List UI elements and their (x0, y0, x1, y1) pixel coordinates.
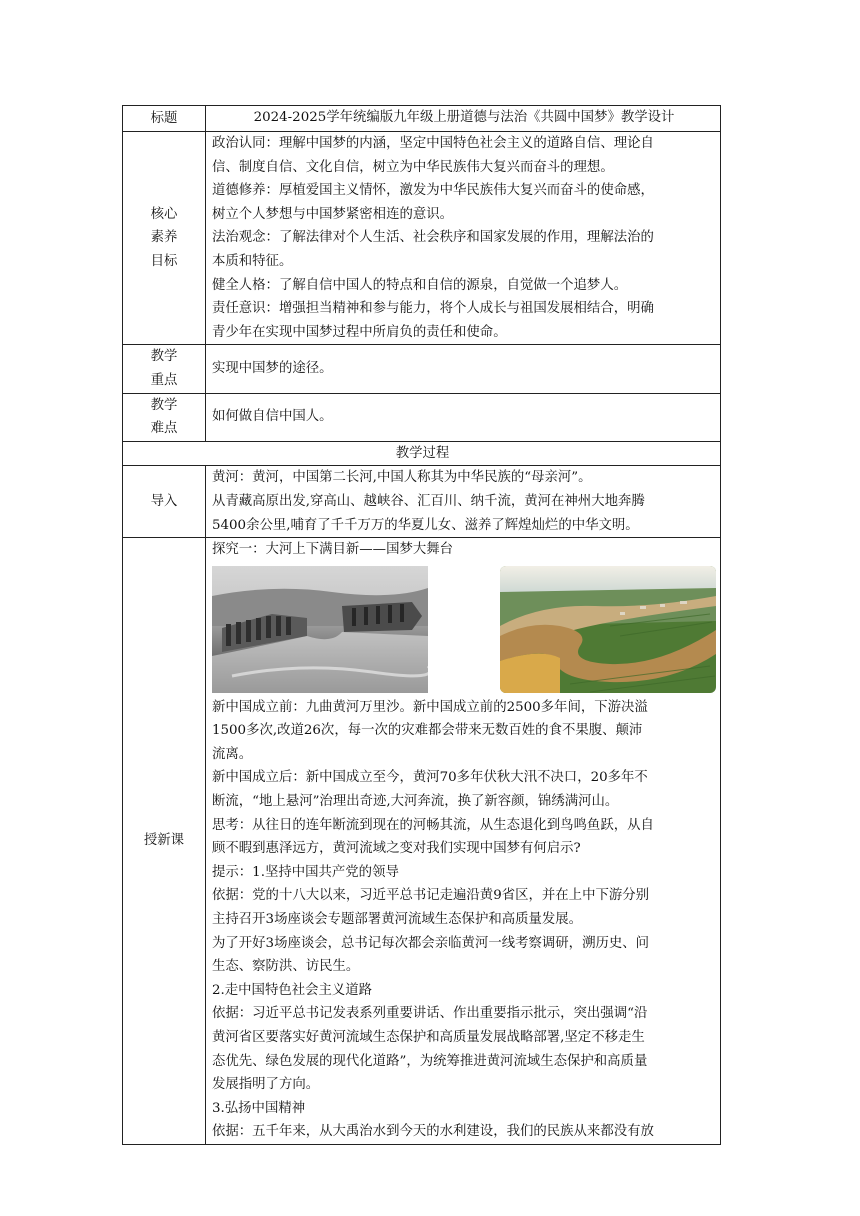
lesson-line: 发展指明了方向。 (212, 1077, 320, 1093)
core-goals-row (123, 132, 721, 345)
process-header-row (123, 441, 721, 466)
core-line: 树立个人梦想与中国梦紧密相连的意识。 (212, 206, 454, 222)
lesson-line: 依据：五千年来，从大禹治水到今天的水利建设，我们的民族从来都没有放 (212, 1124, 654, 1140)
difficulty-label-line: 教学 (150, 397, 178, 413)
lesson-line: 依据：党的十八大以来，习近平总书记走遍沿黄9省区，并在上中下游分别 (212, 888, 650, 904)
title-row (123, 106, 721, 132)
lesson-line: 顾不暇到惠泽远方，黄河流域之变对我们实现中国梦有何启示? (212, 841, 581, 857)
intro-label: 导入 (123, 466, 206, 538)
key-point-label (123, 345, 206, 393)
difficulty-value: 如何做自信中国人。 (206, 393, 721, 441)
difficulty-row (123, 393, 721, 441)
lesson-line: 黄河省区要落实好黄河流域生态保护和高质量发展战略部署,坚定不移走生 (212, 1030, 645, 1045)
dam-photo (212, 566, 428, 693)
lesson-line: 2.走中国特色社会主义道路 (212, 982, 373, 998)
intro-line: 从青藏高原出发,穿高山、越峡谷、汇百川、纳千流，黄河在神州大地奔腾 (212, 493, 645, 509)
key-point-value: 实现中国梦的途径。 (206, 345, 721, 393)
lesson-line: 生态、察防洪、访民生。 (212, 959, 360, 975)
core-goals-label (123, 132, 206, 345)
key-label-line: 重点 (150, 372, 178, 388)
intro-line: 黄河：黄河，中国第二长河,中国人称其为中华民族的“母亲河”。 (212, 470, 592, 486)
core-line: 道德修养：厚植爱国主义情怀，激发为中华民族伟大复兴而奋斗的使命感， (212, 183, 654, 199)
intro-line: 5400余公里,哺育了千千万万的华夏儿女、滋养了辉煌灿烂的中华文明。 (212, 517, 639, 533)
lesson-line: 思考：从往日的连年断流到现在的河畅其流，从生态退化到鸟鸣鱼跃，从自 (212, 817, 654, 833)
core-label-line: 目标 (150, 253, 178, 269)
core-line: 政治认同：理解中国梦的内涵，坚定中国特色社会主义的道路自信、理论自 (212, 136, 654, 151)
core-line: 信、制度自信、文化自信，树立为中华民族伟大复兴而奋斗的理想。 (212, 159, 614, 175)
core-label-line: 核心 (150, 206, 178, 222)
core-goals-content (206, 132, 721, 345)
core-line: 法治观念：了解法律对个人生活、社会秩序和国家发展的作用，理解法治的 (212, 230, 654, 246)
new-lesson-label: 授新课 (123, 538, 206, 1145)
lesson-line: 1500多次,改道26次，每一次的灾难都会带来无数百姓的食不果腹、颠沛 (212, 723, 643, 739)
title-value: 2024-2025学年统编版九年级上册道德与法治《共圆中国梦》教学设计 (206, 106, 721, 132)
intro-content (206, 466, 721, 538)
lesson-line: 新中国成立前：九曲黄河万里沙。新中国成立前的2500多年间，下游决溢 (212, 699, 648, 715)
lesson-line: 断流，“地上悬河”治理出奇迹,大河奔流，换了新容颜，锦绣满河山。 (212, 794, 619, 810)
new-lesson-content (206, 538, 721, 1145)
difficulty-label (123, 393, 206, 441)
river-photo (500, 566, 716, 693)
intro-row (123, 466, 721, 538)
core-line: 责任意识：增强担当精神和参与能力，将个人成长与祖国发展相结合，明确 (212, 301, 654, 317)
core-line: 本质和特征。 (212, 253, 293, 269)
lesson-line: 依据：习近平总书记发表系列重要讲话、作出重要指示批示，突出强调“沿 (212, 1006, 648, 1022)
lesson-line: 为了开好3场座谈会，总书记每次都会亲临黄河一线考察调研，溯历史、问 (212, 935, 650, 951)
lesson-line: 主持召开3场座谈会专题部署黄河流域生态保护和高质量发展。 (212, 912, 583, 928)
lesson-line: 流离。 (212, 746, 253, 762)
lesson-line: 态优先、绿色发展的现代化道路”，为统筹推进黄河流域生态保护和高质量 (212, 1053, 648, 1069)
lesson-line: 3.弘扬中国精神 (212, 1100, 306, 1116)
explore-title: 探究一：大河上下满目新——国梦大舞台 (212, 542, 454, 558)
process-header: 教学过程 (123, 441, 721, 466)
lesson-plan-table (122, 105, 721, 1145)
difficulty-label-line: 难点 (150, 421, 178, 437)
core-line: 青少年在实现中国梦过程中所肩负的责任和使命。 (212, 324, 507, 340)
photo-strip (212, 566, 716, 693)
key-label-line: 教学 (150, 349, 178, 365)
core-label-line: 素养 (150, 230, 178, 246)
key-point-row (123, 345, 721, 393)
lesson-line: 新中国成立后：新中国成立至今，黄河70多年伏秋大汛不决口，20多年不 (212, 770, 648, 786)
title-label: 标题 (123, 106, 206, 132)
new-lesson-row (123, 538, 721, 1145)
lesson-line: 提示：1.坚持中国共产党的领导 (212, 864, 399, 880)
core-line: 健全人格：了解自信中国人的特点和自信的源泉，自觉做一个追梦人。 (212, 277, 628, 293)
